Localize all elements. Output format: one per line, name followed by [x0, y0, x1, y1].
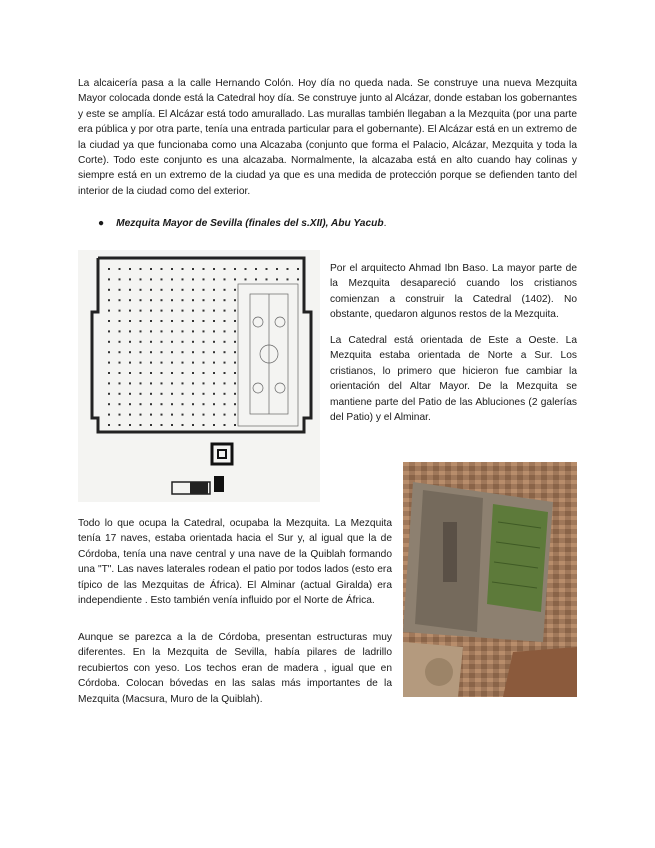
orientation-paragraph: La Catedral está orientada de Este a Oeste. La Mezquita estaba orientada de Norte a Sur. Los cristianos, lo primero que hicieron fue cambiar la orientación del Altar Mayor. De la Mezquita se mantiene parte del Patio de las Abluciones (2 galerías del Patio) y el Alminar. — [330, 335, 577, 424]
architect-paragraph: Por el arquitecto Ahmad Ibn Baso. La mayor parte de la Mezquita desapareció cuando los cristianos comienzan a construir la Catedral (1402). No obstante, quedaron algunos restos de la Mezquita. — [330, 263, 577, 321]
aerial-photo-cathedral — [403, 462, 577, 697]
mosque-floor-plan — [78, 250, 320, 502]
comparison-paragraph: Aunque se parezca a la de Córdoba, presentan estructuras muy diferentes. En la Mezquita de Sevilla, había pilares de ladrillo recubiertos con yeso. Los techos eran de madera , igual que en Córdoba. Colocan bóvedas en las salas más importantes de la Mezquita (Macsura, Muro de la Quiblah). — [78, 632, 392, 705]
section-bullet — [98, 218, 386, 229]
bullet-marker: ● — [98, 218, 105, 229]
bullet-title: Mezquita Mayor de Sevilla (finales del s.XII), Abu Yacub — [116, 218, 384, 229]
naves-paragraph: Todo lo que ocupa la Catedral, ocupaba la Mezquita. La Mezquita tenía 17 naves, estaba orientada hacia el Sur y, al igual que la de Córdoba, tenía una nave central y una nave de la Quiblah formando una "T". Las naves laterales rodean el patio por todos lados (esto era típico de las Mezquitas de África). El Alminar (actual Giralda) era independiente . Esto también venía influido por el Norte de África. — [78, 518, 392, 607]
intro-paragraph: La alcaicería pasa a la calle Hernando Colón. Hoy día no queda nada. Se construye una nueva Mezquita Mayor colocada donde está la Catedral hoy día. Se construye junto al Alcázar, donde estaban los gobernantes y este se amplía. El Alcázar está todo amurallado. Las murallas también llegaban a la Mezquita (por una parte era pública y por otra parte, tenía una entrada particular para el gobernante). El Alcázar está en un extremo de la ciudad ya que funcionaba como una Alcazaba (conjunto que forma el Palacio, Alcázar, Mezquita y toda la Corte). Todo este conjunto es una alcazaba. Normalmente, la alcazaba está en alto cuando hay colinas y siempre está en un extremo de la ciudad ya que es una medida de protección porque se defienden tanto del interior de la ciudad como del exterior. — [78, 78, 577, 197]
bullet-suffix: . — [383, 218, 387, 229]
